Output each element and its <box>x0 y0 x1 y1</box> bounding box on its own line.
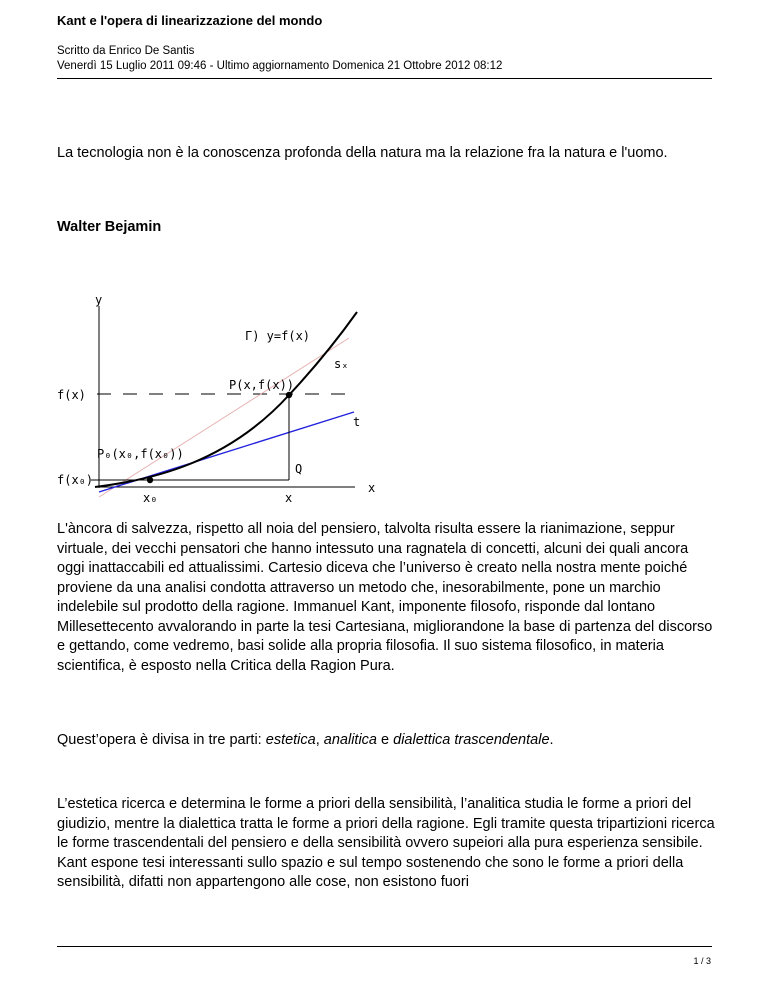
point-p <box>286 392 292 398</box>
tangent-label: t <box>353 415 361 429</box>
secant-line <box>99 338 349 497</box>
point-p0-label: P₀(x₀,f(x₀)) <box>97 447 184 461</box>
page-number: 1 / 3 <box>693 956 711 966</box>
paragraph-2-sep2: e <box>377 732 394 748</box>
paragraph-2 <box>57 731 717 751</box>
quote-author: Walter Bejamin <box>57 219 162 235</box>
paragraph-1: L'àncora di salvezza, rispetto all noia del pensiero, talvolta risulta essere la rianimazione, seppur virtuale, dei vecchi pensatori che hanno intessuto una ragnatela di concetti, alcuni dei quali ancora oggi inattaccabili ed attualissimi. Cartesio diceva che l’universo è creato nella nostra mente poiché proviene da una analisi condotta attraverso un metodo che, inesorabilmente, pone un marchio indelebile sul prodotto della ragione. Immanuel Kant, imponente filosofo, risponde dal lontano Millesettecento avvalorando in parte la tesi Cartesiana, migliorandone la base di partenza del discorso e gettando, come vedremo, basi solide alla propria filosofia. Il suo sistema filosofico, in materia scientifica, è esposto nella Critica della Ragion Pura. <box>57 521 713 674</box>
y-axis-label: y <box>95 293 103 307</box>
point-p-label: P(x,f(x)) <box>229 378 295 392</box>
page-title: Kant e l'opera di linearizzazione del mondo <box>57 13 323 28</box>
x0-tick-label: x₀ <box>143 491 158 505</box>
curve-label: Γ) y=f(x) <box>245 329 311 343</box>
footer-divider <box>57 946 712 947</box>
quote-text: La tecnologia non è la conoscenza profonda della natura ma la relazione fra la natura e l'uomo. <box>57 145 668 161</box>
fx0-label: f(x₀) <box>57 473 94 487</box>
paragraph-2-prefix: Quest’opera è divisa in tre parti: <box>57 732 266 748</box>
fx-label: f(x) <box>57 388 86 402</box>
point-q-label: Q <box>295 462 303 476</box>
header-divider <box>57 78 712 79</box>
x-tick-label: x <box>285 491 293 505</box>
term-dialettica: dialettica trascendentale <box>393 732 550 748</box>
derivative-diagram <box>57 288 377 513</box>
term-estetica: estetica <box>265 732 316 748</box>
term-analitica: analitica <box>323 732 377 748</box>
date-line: Venerdì 15 Luglio 2011 09:46 - Ultimo aggiornamento Domenica 21 Ottobre 2012 08:12 <box>57 60 503 72</box>
paragraph-3: L’estetica ricerca e determina le forme a priori della sensibilità, l’analitica studia le forme a priori del giudizio, mentre la dialettica tratta le forme a priori della ragione. Egli tramite questa tripartizioni ricerca le forme trascendentali del pensiero e della sensibilità ovvero supeiori alla pura esperienza sensibile. Kant espone tesi interessanti sullo spazio e sul tempo sostenendo che sono le forme a priori della sensibilità, difatti non appartengono alle cose, non esistono fuori <box>57 796 715 890</box>
author-line: Scritto da Enrico De Santis <box>57 45 195 57</box>
x-axis-label: x <box>368 481 376 495</box>
paragraph-2-sep1: , <box>315 732 324 748</box>
paragraph-2-suffix: . <box>549 732 554 748</box>
point-p0 <box>147 477 153 483</box>
secant-label: sₓ <box>334 357 349 371</box>
